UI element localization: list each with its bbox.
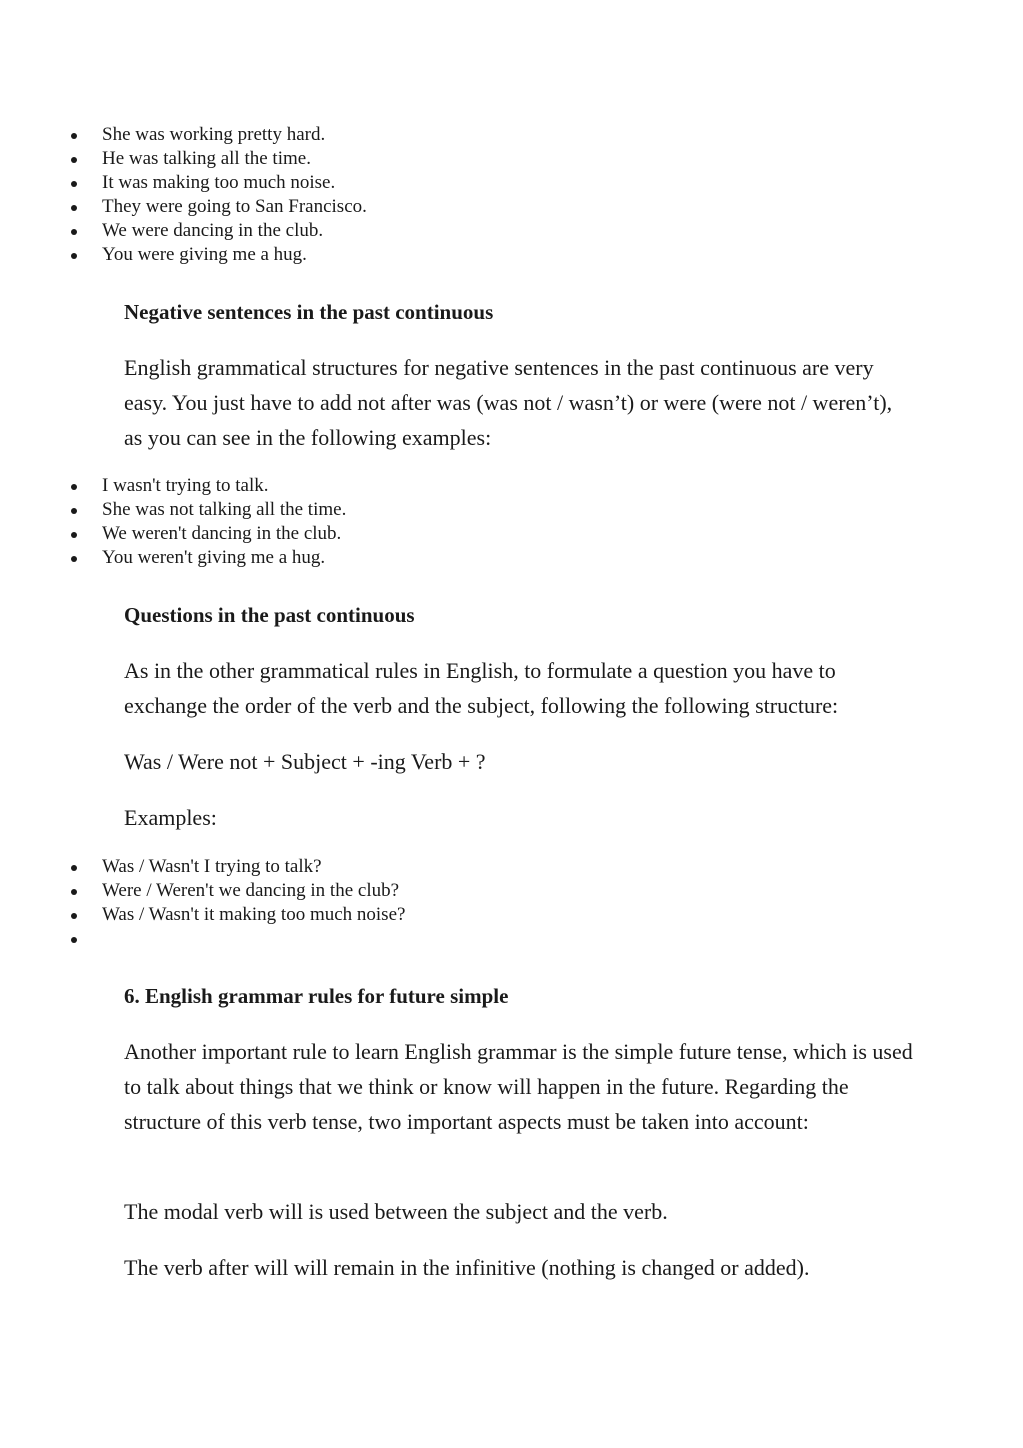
negative-heading: Negative sentences in the past continuous	[124, 300, 494, 324]
bullet-icon	[71, 229, 77, 235]
bullet-icon	[71, 508, 77, 514]
bullet-icon	[71, 913, 77, 919]
negative-examples-list	[0, 474, 346, 570]
list-item: Was / Wasn't it making too much noise?	[0, 903, 405, 927]
list-item: Were / Weren't we dancing in the club?	[0, 879, 405, 903]
bullet-icon	[71, 889, 77, 895]
bullet-icon	[71, 556, 77, 562]
list-item: Was / Wasn't I trying to talk?	[0, 855, 405, 879]
question-examples-list	[0, 855, 405, 951]
future-simple-heading: 6. English grammar rules for future simple	[124, 984, 509, 1008]
list-item: I wasn't trying to talk.	[0, 474, 346, 498]
list-item: You were giving me a hug.	[0, 243, 367, 267]
bullet-icon	[71, 133, 77, 139]
examples-label: Examples:	[124, 805, 217, 830]
list-item: We weren't dancing in the club.	[0, 522, 346, 546]
bullet-icon	[71, 484, 77, 490]
list-item: We were dancing in the club.	[0, 219, 367, 243]
list-item: You weren't giving me a hug.	[0, 546, 346, 570]
affirmative-examples-list	[0, 123, 367, 267]
question-structure: Was / Were not + Subject + -ing Verb + ?	[124, 749, 486, 774]
questions-heading: Questions in the past continuous	[124, 603, 415, 627]
negative-paragraph: English grammatical structures for negative sentences in the past continuous are very easy. You just have to add not after was (was not / wasn’t) or were (were not / weren’t), as you can see in the following examples:	[124, 355, 893, 450]
future-paragraph-3: The verb after will will remain in the infinitive (nothing is changed or added).	[124, 1255, 810, 1280]
list-item	[0, 927, 405, 951]
future-paragraph-1: Another important rule to learn English grammar is the simple future tense, which is used to talk about things that we think or know will happen in the future. Regarding the structure of this verb tense, two important aspects must be taken into account:	[124, 1039, 913, 1134]
bullet-icon	[71, 181, 77, 187]
bullet-icon	[71, 532, 77, 538]
list-item: He was talking all the time.	[0, 147, 367, 171]
bullet-icon	[71, 253, 77, 259]
questions-paragraph: As in the other grammatical rules in English, to formulate a question you have to exchange the order of the verb and the subject, following the following structure:	[124, 658, 839, 718]
list-item: They were going to San Francisco.	[0, 195, 367, 219]
list-item: It was making too much noise.	[0, 171, 367, 195]
bullet-icon	[71, 937, 77, 943]
list-item: She was not talking all the time.	[0, 498, 346, 522]
bullet-icon	[71, 205, 77, 211]
future-paragraph-2: The modal verb will is used between the subject and the verb.	[124, 1199, 668, 1224]
bullet-icon	[71, 157, 77, 163]
bullet-icon	[71, 865, 77, 871]
list-item: She was working pretty hard.	[0, 123, 367, 147]
